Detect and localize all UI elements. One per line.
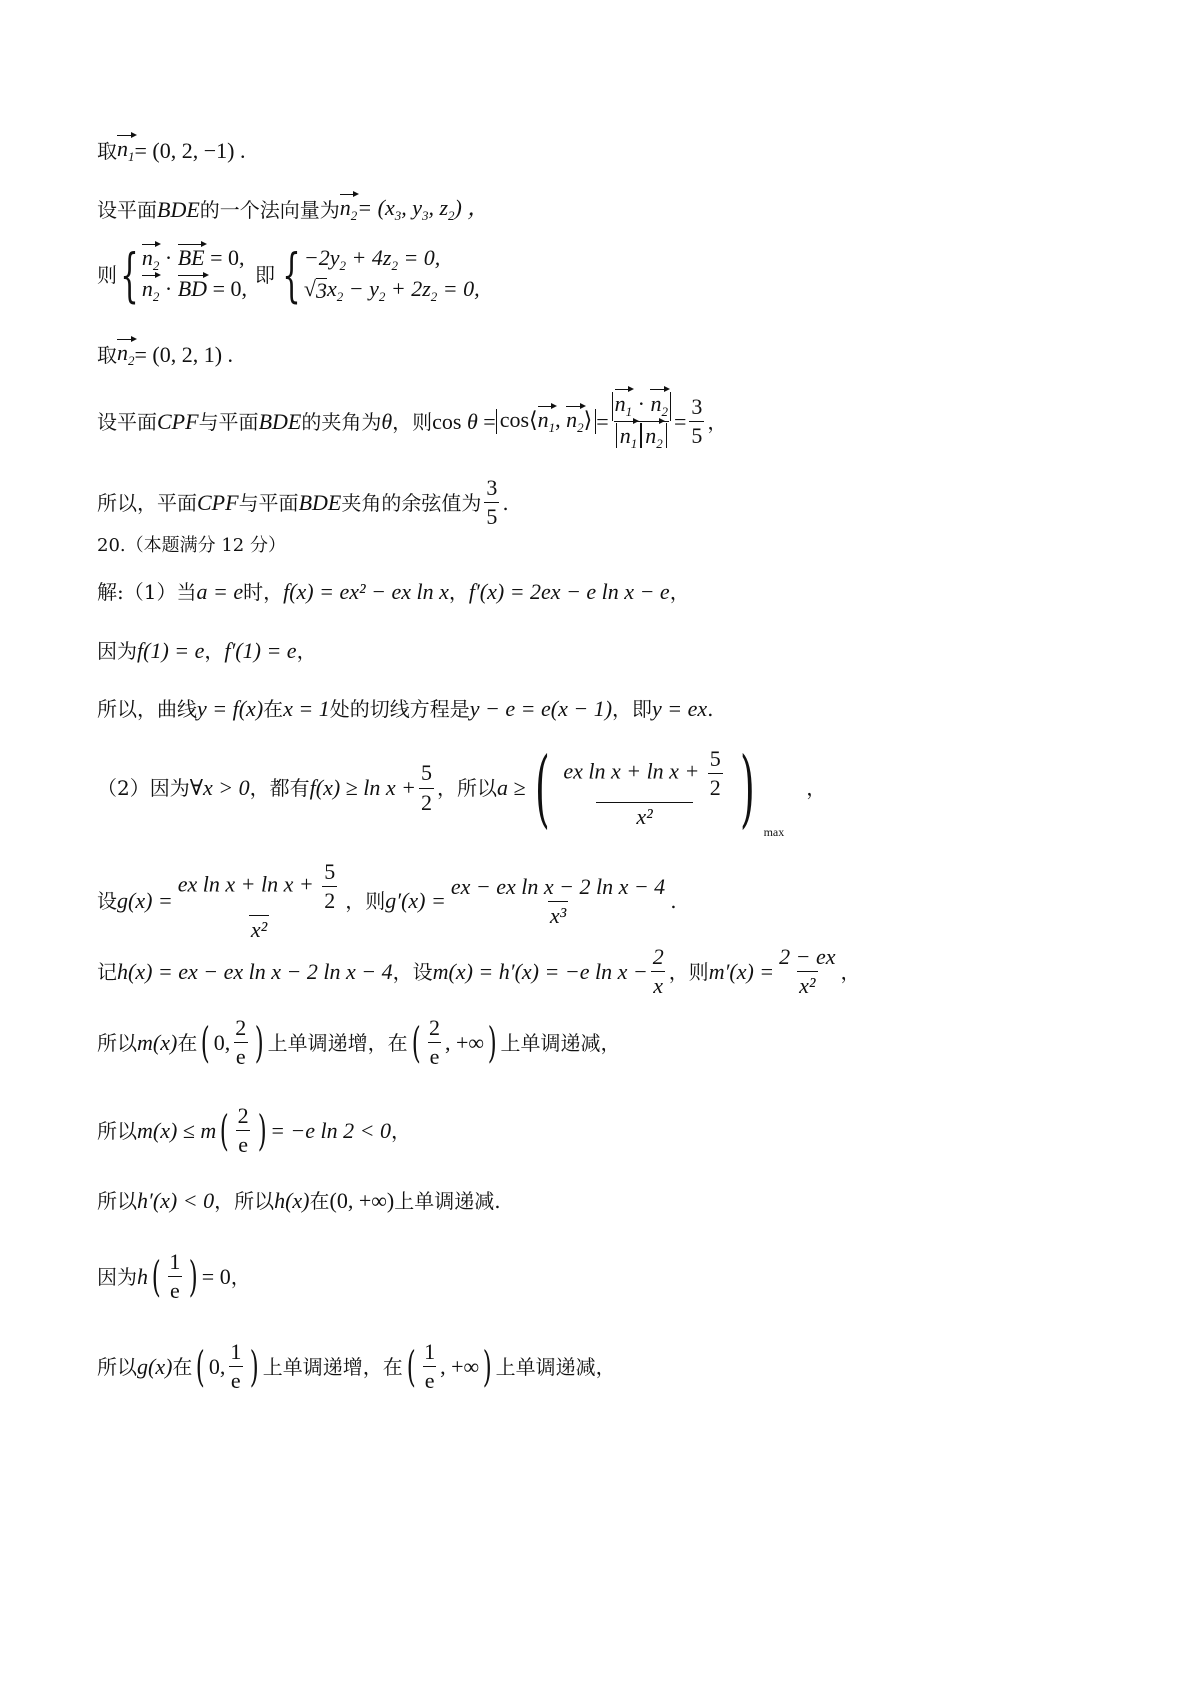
left-brace: { xyxy=(282,241,301,309)
text: 的一个法向量为 xyxy=(199,197,340,222)
result-fraction: $\frac{3}{5}$ xyxy=(691,394,703,449)
line-4 xyxy=(97,342,233,367)
text: ， xyxy=(296,639,317,663)
math: x = 1 xyxy=(283,696,330,721)
vector-n2: $n_2$ xyxy=(141,276,160,304)
fraction-5-2: $\frac{5}{2}$ xyxy=(420,760,432,815)
line-1 xyxy=(97,138,245,163)
right-paren: ) xyxy=(482,1341,492,1391)
fraction-1-e: $\frac{1}{e}$ xyxy=(169,1249,181,1304)
text: 所以 xyxy=(97,1354,137,1379)
text: 设平面 xyxy=(97,197,157,222)
math: h(x) = ex − ex ln x − 2 ln x − 4 xyxy=(117,958,393,984)
text: 因为 xyxy=(97,1264,137,1289)
left-brace: { xyxy=(120,241,139,309)
text: 在 xyxy=(263,697,284,721)
math: m(x) ≤ m xyxy=(137,1117,217,1143)
max-fraction: ex ln x + ln x + $\frac{5}{2}$ x² xyxy=(563,745,721,830)
line-18 xyxy=(97,1340,616,1393)
text: 所以，平面 xyxy=(97,490,197,515)
vector-n2: $n_2$ xyxy=(117,340,135,368)
line-13 xyxy=(97,945,861,998)
text: 夹角的余弦值为 xyxy=(341,490,482,515)
text: 所以 xyxy=(97,1030,137,1055)
plane-name: BDE xyxy=(157,196,200,222)
answer-fraction: $\frac{3}{5}$ xyxy=(486,475,498,530)
text: 在 xyxy=(309,1189,330,1213)
text: 的夹角为 xyxy=(301,409,382,434)
math: = (0, 2, −1) . xyxy=(134,137,246,163)
text: . xyxy=(707,697,714,721)
left-paren: ( xyxy=(196,1341,206,1391)
problem-heading xyxy=(97,537,286,555)
text: ， xyxy=(806,776,827,800)
math: 0, xyxy=(208,1353,226,1379)
left-paren: ( xyxy=(219,1105,229,1155)
right-paren: ) xyxy=(257,1105,267,1155)
text: ， xyxy=(204,639,225,663)
line-9 xyxy=(97,640,317,662)
vector-n2: $n_2$ xyxy=(339,195,358,223)
text: 上单调递增，在 xyxy=(267,1030,408,1055)
plane-name: BDE xyxy=(298,489,342,515)
line-10 xyxy=(97,698,714,720)
text: 记 xyxy=(97,959,117,984)
math: = (0, 2, 1) . xyxy=(134,341,234,367)
math: g(x) xyxy=(137,1353,173,1379)
right-paren: ) xyxy=(250,1341,260,1391)
fraction-1-e: $\frac{1}{e}$ xyxy=(230,1339,242,1394)
text: 时， xyxy=(243,580,284,604)
math: , +∞ xyxy=(440,1353,480,1379)
text: 所以 xyxy=(97,1118,137,1143)
line-8 xyxy=(97,581,690,603)
mprime-fraction: $\frac{2 - ex}{\text{x²}}$ xyxy=(779,944,836,999)
left-paren: ( xyxy=(406,1341,416,1391)
math: h xyxy=(137,1263,148,1289)
right-paren: ) xyxy=(254,1017,264,1067)
plane-name: BDE xyxy=(258,408,302,434)
text: 则 xyxy=(97,263,117,287)
line-11 xyxy=(97,739,827,839)
text: ， xyxy=(669,580,690,604)
text: 解:（1）当 xyxy=(97,580,197,604)
vector-n1: $n_1$ xyxy=(117,136,135,164)
line-3 xyxy=(97,241,480,309)
text: . xyxy=(670,889,677,914)
text: ，则 xyxy=(392,409,433,434)
right-paren: ) xyxy=(739,739,755,837)
vector-n2: $n_2$ xyxy=(141,245,160,273)
text: ， xyxy=(230,1264,251,1289)
math: = 0 xyxy=(201,1263,231,1289)
line-16 xyxy=(97,1190,501,1212)
fraction-1-e: $\frac{1}{e}$ xyxy=(424,1339,436,1394)
fraction-2-x: $\frac{2}{x}$ xyxy=(652,944,664,999)
right-paren: ) xyxy=(189,1251,199,1301)
text: （2）因为 xyxy=(97,776,190,800)
math: f′(1) = e xyxy=(224,638,297,663)
line-15 xyxy=(97,1104,411,1157)
text: 上单调递增，在 xyxy=(262,1354,403,1379)
heading-text: 20.（本题满分 12 分） xyxy=(97,535,286,556)
text: 设 xyxy=(97,889,117,914)
text: 在 xyxy=(177,1030,198,1055)
fraction-2-e: $\frac{2}{e}$ xyxy=(235,1015,247,1070)
text: ，设 xyxy=(392,959,433,984)
math: m(x) = h′(x) = −e ln x − xyxy=(432,958,648,984)
line-5: 设平面 CPF 与平面 BDE 的夹角为 θ ，则 cos θ = $\cos⟨n_1$, $n_2⟩$ = $\frac{n_1 \cdot n_2}{n_1 n_2}$ = $\frac{3}{5}$ ， xyxy=(97,391,728,452)
theta: θ xyxy=(381,408,393,434)
line-17 xyxy=(97,1250,251,1303)
math: 0, xyxy=(213,1029,231,1055)
math: y = ex xyxy=(652,696,708,721)
text: ， xyxy=(448,580,469,604)
math: = −e ln 2 < 0 xyxy=(270,1117,391,1143)
math: h′(x) < 0 xyxy=(137,1188,215,1213)
text: ，所以 xyxy=(436,776,497,800)
abs-cos: $\cos⟨n_1$, $n_2⟩$ xyxy=(496,409,597,434)
left-paren: ( xyxy=(201,1017,211,1067)
text: 处的切线方程是 xyxy=(329,697,470,721)
math: f(1) = e xyxy=(137,638,205,663)
left-paren: ( xyxy=(151,1251,161,1301)
text: ，都有 xyxy=(249,776,310,800)
text: 取 xyxy=(97,138,117,163)
text: 上单调递减. xyxy=(394,1189,501,1213)
text: 在 xyxy=(172,1354,193,1379)
gprime-fraction: $\frac{\text{ex − ex ln x − 2 ln x − 4}}{\text{x³}}$ xyxy=(450,873,666,928)
math: (0, +∞) xyxy=(329,1188,395,1213)
text: ， xyxy=(707,409,728,434)
text: ，则 xyxy=(668,959,709,984)
math: = ($x_3$, $y_3$, $z_2$) ， xyxy=(357,195,490,223)
math: f(x) = ex² − ex ln x xyxy=(283,579,449,604)
text: 上单调递减， xyxy=(500,1030,621,1055)
math: a ≥ xyxy=(496,775,526,800)
math: , +∞ xyxy=(444,1029,485,1055)
text: ，即 xyxy=(612,697,653,721)
math: y = f(x) xyxy=(197,696,264,721)
text: ， xyxy=(840,959,861,984)
math: f′(x) = 2ex − e ln x − e xyxy=(468,579,670,604)
text: 与平面 xyxy=(198,409,259,434)
text: . xyxy=(502,490,509,515)
text: 因为 xyxy=(97,639,137,663)
math: g(x) = xyxy=(117,888,173,914)
text: 设平面 xyxy=(97,409,157,434)
text: 上单调递减， xyxy=(495,1354,616,1379)
text: 与平面 xyxy=(238,490,299,515)
text: ， xyxy=(390,1118,411,1143)
text: ，所以 xyxy=(214,1189,275,1213)
system-equations: $-2y_2 + 4z_2 = 0$, √ 3 $x_2 - y_2 + 2z_2 = 0$, xyxy=(303,245,480,304)
max-subscript: max xyxy=(763,825,785,839)
g-fraction: ex ln x + ln x + $\frac{5}{2}$ x² xyxy=(177,859,336,943)
line-2 xyxy=(97,197,489,222)
math: m(x) xyxy=(137,1029,178,1055)
system-vectors: $n_2$ · BE = 0, $n_2$ · BD = 0, xyxy=(141,245,247,304)
left-paren: ( xyxy=(411,1017,421,1067)
right-paren: ) xyxy=(487,1017,497,1067)
math: g′(x) = xyxy=(385,888,446,914)
line-6 xyxy=(97,476,509,529)
text: ，则 xyxy=(345,889,386,914)
plane-name: CPF xyxy=(197,489,239,515)
text: 所以，曲线 xyxy=(97,697,197,721)
math: m′(x) = xyxy=(708,958,775,984)
cos-fraction: $\frac{n_1 \cdot n_2}{n_1 n_2}$ xyxy=(612,392,671,452)
math: f(x) ≥ ln x + xyxy=(309,775,416,800)
fraction-2-e: $\frac{2}{e}$ xyxy=(237,1103,249,1158)
cos-expr: cos θ = xyxy=(432,408,496,434)
text: 即 xyxy=(254,263,275,287)
math: a = e xyxy=(196,579,244,604)
line-14 xyxy=(97,1016,620,1069)
text: 取 xyxy=(97,342,117,367)
line-12 xyxy=(97,860,677,943)
text: 所以 xyxy=(97,1189,137,1213)
math: h(x) xyxy=(274,1188,310,1213)
math: ∀x > 0 xyxy=(189,775,250,800)
fraction-2-e: $\frac{2}{e}$ xyxy=(428,1015,440,1070)
math: y − e = e(x − 1) xyxy=(469,696,613,721)
left-paren: ( xyxy=(534,739,550,837)
plane-name: CPF xyxy=(157,408,199,434)
